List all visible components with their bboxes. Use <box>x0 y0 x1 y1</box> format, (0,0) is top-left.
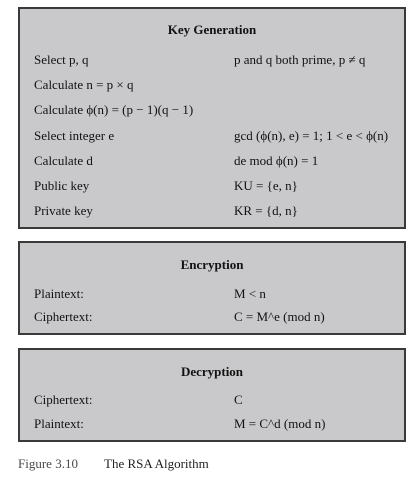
row-value: M = C^d (mod n) <box>234 416 326 431</box>
decryption-row <box>20 416 404 436</box>
row-label: Select p, q <box>34 52 89 67</box>
row-value: gcd (ϕ(n), e) = 1; 1 < e < ϕ(n) <box>234 128 389 143</box>
key-gen-row <box>20 102 404 122</box>
row-label: Calculate n = p × q <box>34 77 134 92</box>
row-label: Select integer e <box>34 128 115 143</box>
key-gen-row <box>20 128 404 148</box>
row-value: C = M^e (mod n) <box>234 309 325 324</box>
row-value: M < n <box>234 286 266 301</box>
encryption-panel <box>18 241 406 335</box>
key-gen-row <box>20 153 404 173</box>
row-label: Plaintext: <box>34 286 84 301</box>
row-value: KU = {e, n} <box>234 178 298 193</box>
encryption-title: Encryption <box>180 257 244 272</box>
figure-caption: The RSA Algorithm <box>104 456 209 471</box>
key-generation-title: Key Generation <box>167 22 257 37</box>
row-label: Public key <box>34 178 90 193</box>
row-value: de mod ϕ(n) = 1 <box>234 153 319 168</box>
key-gen-row <box>20 178 404 198</box>
key-generation-panel <box>18 7 406 229</box>
row-value: p and q both prime, p ≠ q <box>234 52 366 67</box>
decryption-title: Decryption <box>180 364 244 379</box>
row-label: Calculate d <box>34 153 93 168</box>
encryption-row <box>20 309 404 329</box>
key-gen-row <box>20 52 404 72</box>
row-label: Ciphertext: <box>34 309 93 324</box>
row-value: KR = {d, n} <box>234 203 298 218</box>
row-label: Private key <box>34 203 93 218</box>
key-gen-row <box>20 77 404 97</box>
row-label: Calculate ϕ(n) = (p − 1)(q − 1) <box>34 102 194 117</box>
row-value: C <box>234 392 243 407</box>
decryption-row <box>20 392 404 412</box>
figure-number: Figure 3.10 <box>18 456 78 471</box>
row-label: Ciphertext: <box>34 392 93 407</box>
decryption-panel <box>18 348 406 442</box>
encryption-row <box>20 286 404 306</box>
key-gen-row <box>20 203 404 223</box>
row-label: Plaintext: <box>34 416 84 431</box>
